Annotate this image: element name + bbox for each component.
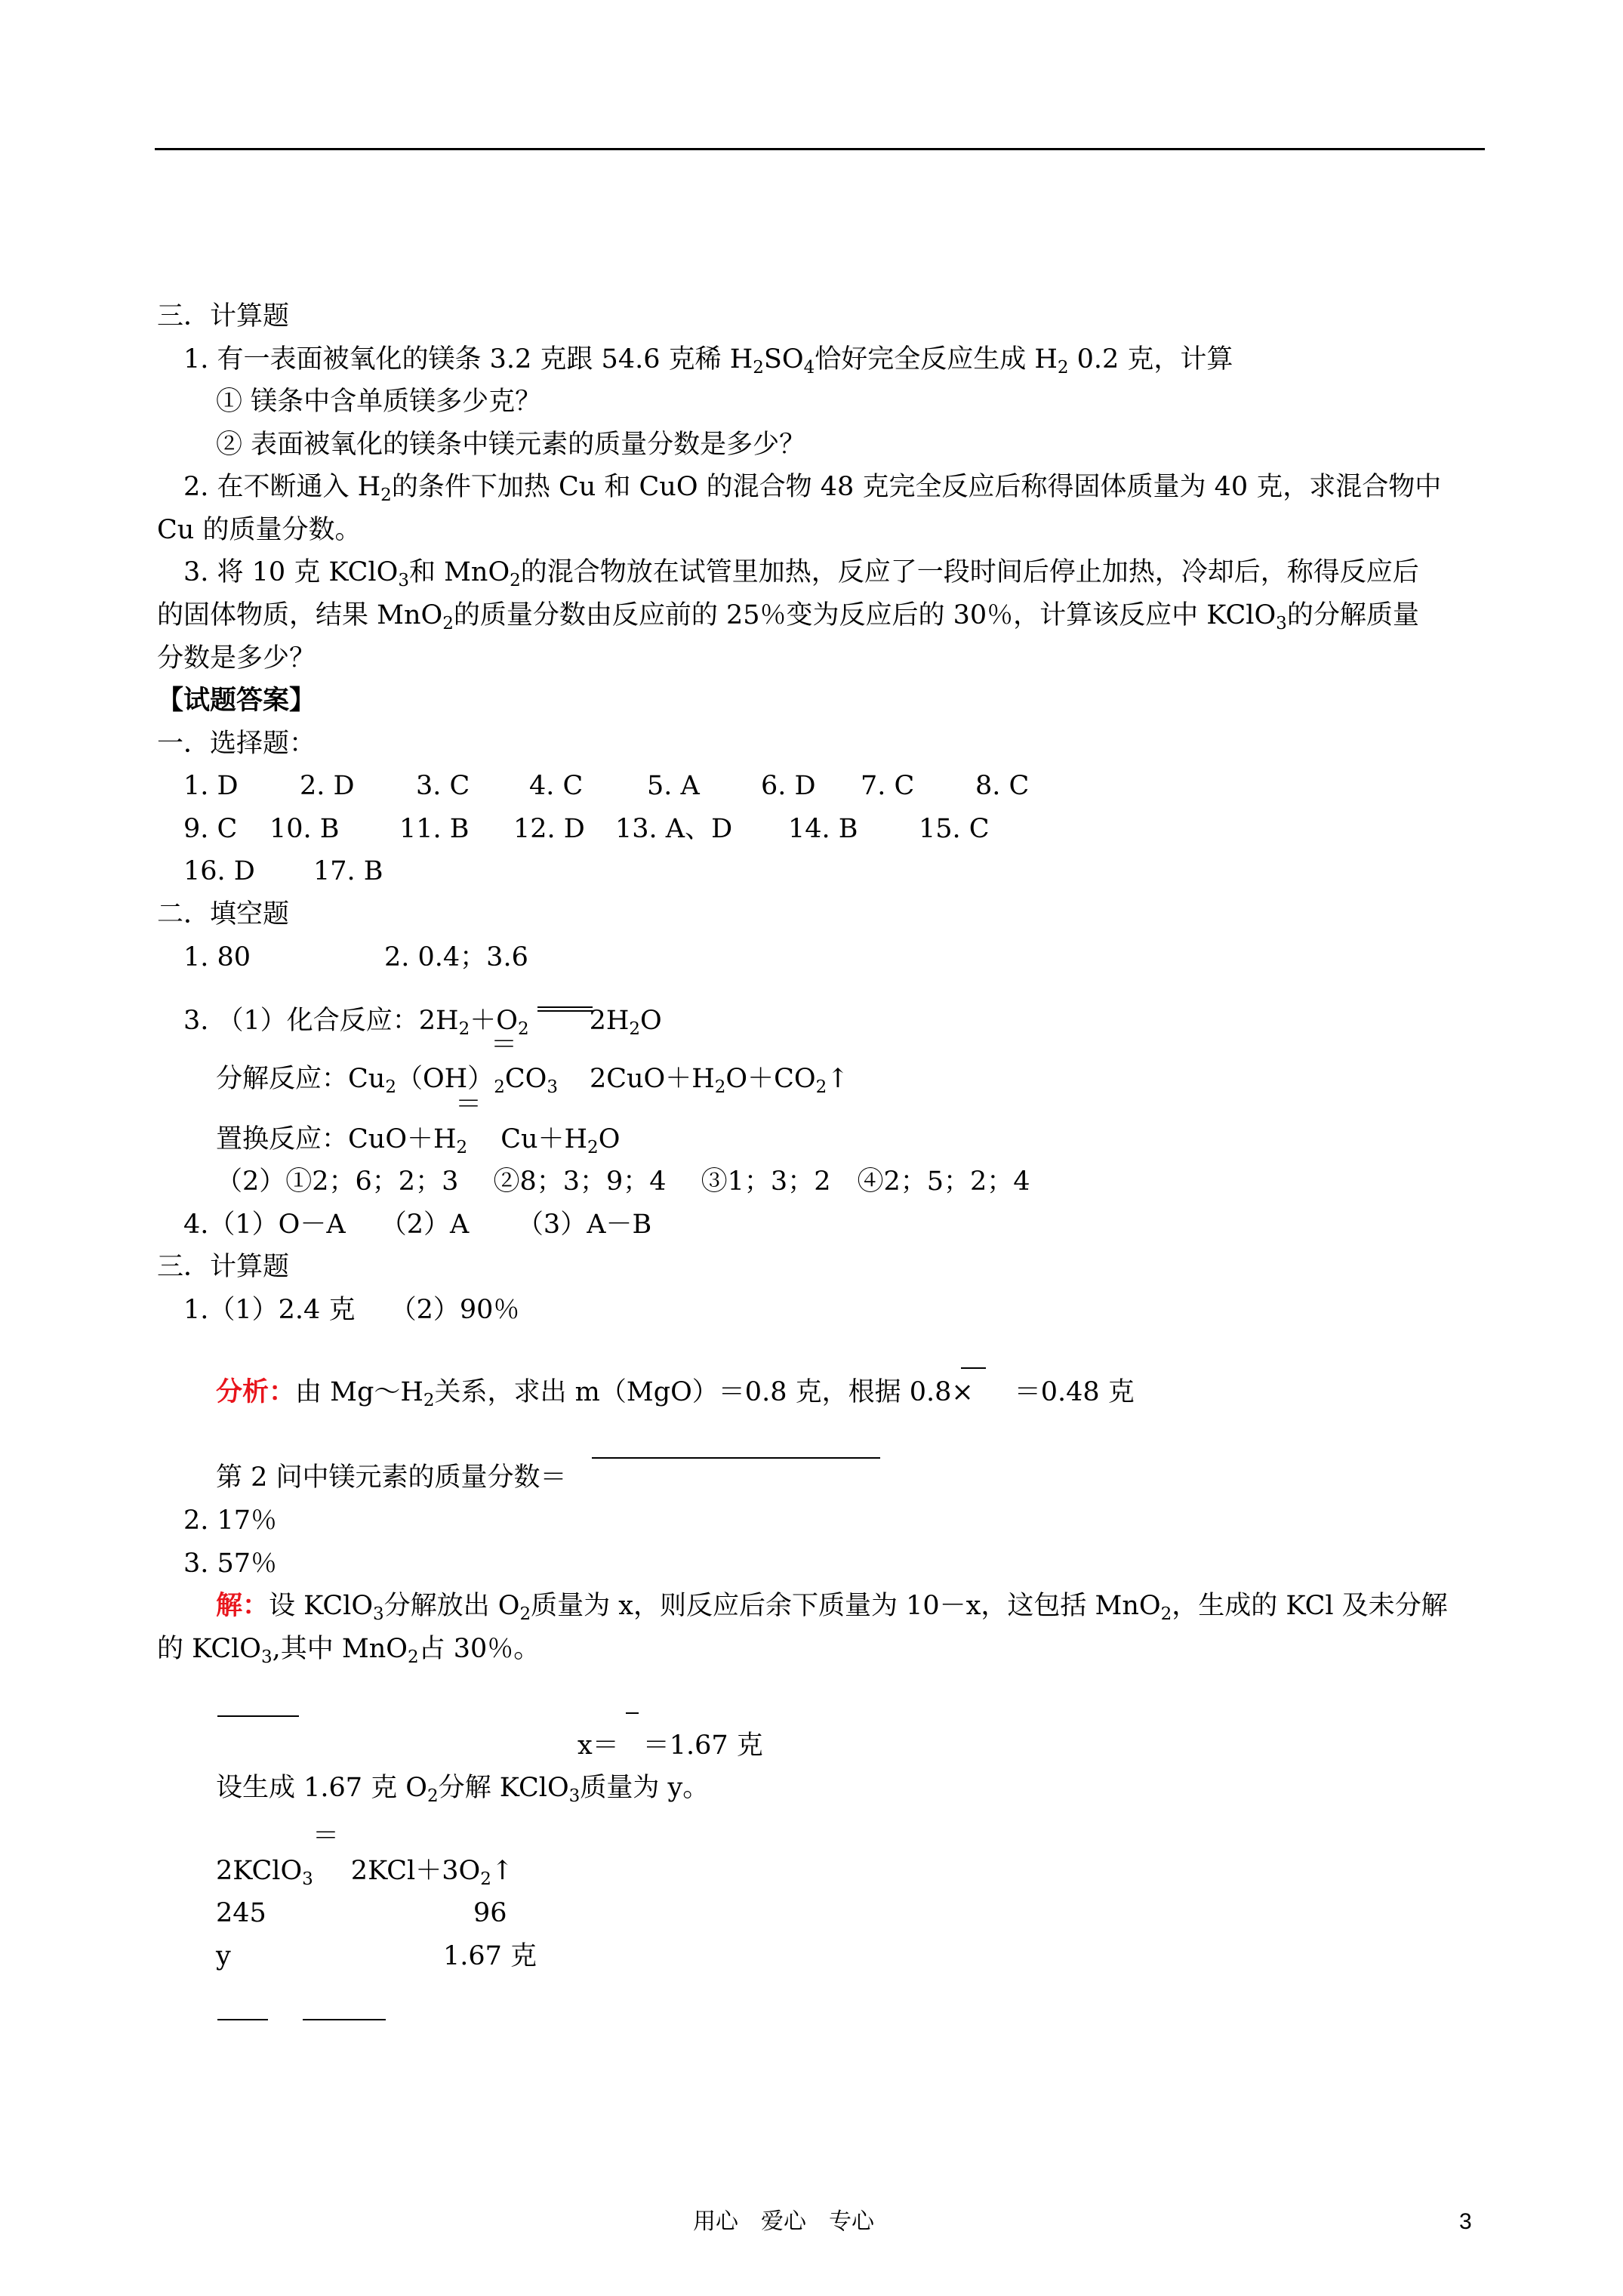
solution-line-1: 解：设 KClO$_3$分解放出 $O_2$质量为 x，则反应后余下质量为 10－x，这包括 MnO$_2$，生成的 KCl 及未分解 xyxy=(216,1590,1448,1624)
given-mass: 1.67 克 xyxy=(443,1941,537,1971)
question-1-part-1: ① 镁条中含单质镁多少克？ xyxy=(216,387,542,417)
choice-answer: 10. B xyxy=(269,814,340,844)
choice-answer: 17. B xyxy=(313,856,383,886)
header-rule xyxy=(155,148,1485,150)
fraction-bar xyxy=(626,1712,639,1714)
choice-answer: 6. D xyxy=(761,771,816,801)
reaction-condition-sign xyxy=(537,1006,593,1012)
calc-answer-1: 1.（1）2.4 克 （2）90％ xyxy=(183,1295,520,1325)
choice-answer: 13. A、D xyxy=(615,814,733,844)
choice-answer: 9. C xyxy=(183,814,238,844)
choice-answer: 5. A xyxy=(647,771,700,801)
section-calc2-heading: 三．计算题 xyxy=(157,1252,290,1282)
fraction-bar xyxy=(217,1715,299,1717)
answers-heading: 【试题答案】 xyxy=(157,685,316,716)
calc-answer-2: 2. 17％ xyxy=(183,1505,278,1536)
question-2: 2. 在不断通入 $H_2$的条件下加热 Cu 和 CuO 的混合物 48 克完全反应后称得固体质量为 40 克，求混合物中 xyxy=(183,472,1442,505)
fill-answer-1: 1. 80 xyxy=(183,942,251,972)
choice-answer: 11. B xyxy=(399,814,470,844)
fraction-bar xyxy=(217,2019,268,2020)
analysis-line: 分析：由 $Mg\sim H_2$关系，求出 m（MgO）＝0.8 克，根据 0.8× ＝0.48 克 xyxy=(216,1376,1135,1410)
page-number: 3 xyxy=(1459,2209,1472,2234)
choice-answer: 3. C xyxy=(416,771,470,801)
balancing-answers: （2）①2；6；2；3 ②8；3；9；4 ③1；3；2 ④2；5；2；4 xyxy=(216,1166,1030,1197)
question-2-mass-fraction: 第 2 问中镁元素的质量分数＝ xyxy=(216,1462,567,1493)
question-1: 1. 有一表面被氧化的镁条 3.2 克跟 54.6 克稀 $H_2SO_4$恰好完全反应生成 $H_2$ 0.2 克，计算 xyxy=(183,344,1233,378)
question-3: 3. 将 10 克 KClO$_3$和 MnO$_2$的混合物放在试管里加热，反应了一段时间后停止加热，冷却后，称得反应后 xyxy=(183,557,1419,590)
molar-mass-kclo3: 245 xyxy=(216,1898,266,1928)
section-calc-heading: 三．计算题 xyxy=(157,301,290,331)
unknown-y: y xyxy=(216,1941,231,1971)
choice-answer: 1. D xyxy=(183,771,239,801)
calc-answer-3: 3. 57％ xyxy=(183,1549,278,1579)
equals-sign: ＝ xyxy=(455,1089,482,1120)
question-3-line-2: 的固体物质，结果 MnO$_2$的质量分数由反应前的 25％变为反应后的 30％，计算该反应中 KClO$_3$的分解质量 xyxy=(157,600,1419,633)
equals-sign: ＝ xyxy=(313,1821,340,1851)
molar-mass-o2: 96 xyxy=(473,1898,507,1928)
fraction-bar xyxy=(303,2019,386,2020)
fill-answer-2: 2. 0.4；3.6 xyxy=(384,942,528,972)
fill-answer-4: 4.（1）O－A （2）A （3）A－B xyxy=(183,1210,652,1240)
question-2-line-2: Cu 的质量分数。 xyxy=(157,515,362,545)
choice-answer: 7. C xyxy=(861,771,915,801)
combination-reaction: 3. （1）化合反应：$2H_2+O_2$ $2H_2O$ xyxy=(183,1006,662,1039)
section-choice-heading: 一．选择题： xyxy=(157,729,316,759)
decomposition-equation: 2KClO$_3$ $2KCl+3O_2↑$ xyxy=(216,1856,514,1889)
choice-answer: 14. B xyxy=(788,814,858,844)
choice-answer: 2. D xyxy=(300,771,355,801)
fraction-bar xyxy=(592,1457,880,1459)
choice-answer: 16. D xyxy=(183,856,255,886)
choice-answer: 4. C xyxy=(529,771,584,801)
footer-motto: 用心 爱心 专心 xyxy=(693,2209,874,2234)
choice-answer: 15. C xyxy=(919,814,990,844)
x-result: x＝ ＝1.67 克 xyxy=(577,1730,763,1761)
displacement-reaction: 置换反应：$CuO+H_2$ $Cu+H_2O$ xyxy=(216,1124,621,1157)
section-fill-heading: 二．填空题 xyxy=(157,899,290,929)
choice-answer: 12. D xyxy=(513,814,585,844)
decomposition-reaction: 分解反应：$Cu_2(OH)_2CO_3$ $2CuO+H_2O+CO_2↑$ xyxy=(216,1064,849,1097)
question-1-part-2: ② 表面被氧化的镁条中镁元素的质量分数是多少？ xyxy=(216,430,806,460)
choice-answer: 8. C xyxy=(975,771,1030,801)
solution-set-y: 设生成 1.67 克 $O_2$分解 KClO$_3$质量为 y。 xyxy=(216,1773,710,1806)
equals-sign: ＝ xyxy=(491,1030,518,1060)
question-3-line-3: 分数是多少？ xyxy=(157,643,316,673)
solution-line-2: 的 KClO$_3$,其中 MnO$_2$占 30％。 xyxy=(157,1634,540,1667)
fraction-bar xyxy=(961,1367,986,1369)
